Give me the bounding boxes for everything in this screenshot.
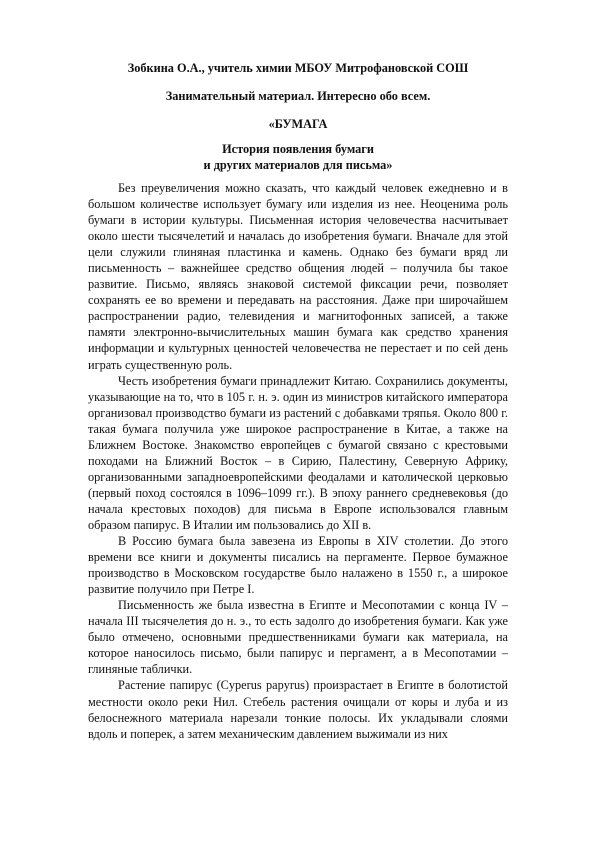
body-text [88, 180, 508, 742]
subtitle-line: Занимательный материал. Интересно обо всем. [165, 89, 431, 103]
history-heading-line1: История появления бумаги [222, 142, 374, 156]
history-heading [88, 141, 508, 173]
paragraph-4: Письменность же была известна в Египте и Месопотамии с конца IV – начала III тысячелетия до н. э., то есть задолго до изобретения бумаги. Как уже было отмечено, основными предшественниками бумаги как материала, на которое наносилось письмо, были папирус и пергамент, а в Месопотамии – глиняные таблички. [88, 598, 508, 677]
paragraph-3: В Россию бумага была завезена из Европы в XIV столетии. До этого времени все книги и документы писались на пергаменте. Первое бумажное производство в Московском государстве было налажено в 1550 г., а широкое развитие получило при Петре I. [88, 534, 508, 597]
history-heading-line2: и других материалов для письма» [203, 158, 393, 172]
author-line: Зобкина О.А., учитель химии МБОУ Митрофановской СОШ [127, 61, 469, 75]
paragraph-5: Растение папирус (Cyperus papyrus) произрастает в Египте в болотистой местности около реки Нил. Стебель растения очищали от коры и луба и из белоснежного материала нарезали тонкие полосы. Их укладывали слоями вдоль и поперек, а затем механическим давлением выжимали из них [88, 678, 508, 741]
topic-title: «БУМАГА [268, 117, 328, 131]
document-page [88, 60, 508, 742]
paragraph-1: Без преувеличения можно сказать, что каждый человек ежедневно и в большом количестве использует бумагу или изделия из нее. Неоценима роль бумаги в истории культуры. Письменная история человечества насчитывает около шести тысячелетий и началась до изобретения бумаги. Вначале для этой цели служили глиняная пластинка и камень. Однако без бумаги вряд ли письменность – важнейшее средство общения людей – получила бы такое развитие. Письмо, являясь знаковой системой фиксации речи, позволяет сохранять ее во времени и передавать на расстояния. Даже при широчайшем распространении радио, телевидения и магнитофонных записей, а также памяти электронно-вычислительных машин бумага как средство хранения информации и культурных ценностей человечества не перестает и по сей день играть существенную роль. [88, 181, 508, 372]
paragraph-2: Честь изобретения бумаги принадлежит Китаю. Сохранились документы, указывающие на то, что в 105 г. н. э. один из министров китайского императора организовал производство бумаги из растений с добавками тряпья. Около 800 г. такая бумага получила уже широкое распространение в Китае, а также на Ближнем Востоке. Знакомство европейцев с бумагой связано с крестовыми походами на Ближний Восток – в Сирию, Палестину, Северную Африку, организованными западноевропейскими феодалами и католической церковью (первый поход состоялся в 1096–1099 гг.). В эпоху раннего средневековья (до начала крестовых походов) для письма в Европе использовался главным образом папирус. В Италии им пользовались до XII в. [88, 373, 508, 532]
